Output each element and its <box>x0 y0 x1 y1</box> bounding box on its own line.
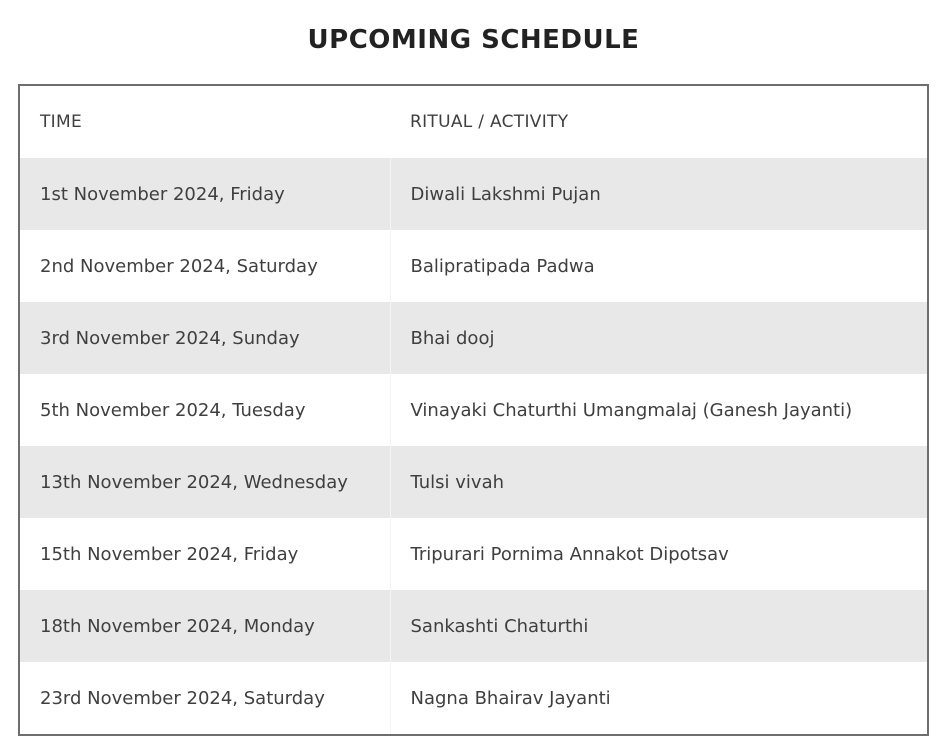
time-cell: 23rd November 2024, Saturday <box>20 662 390 734</box>
activity-cell: Nagna Bhairav Jayanti <box>390 662 927 734</box>
table-row <box>20 302 927 374</box>
activity-cell: Balipratipada Padwa <box>390 230 927 302</box>
table-row <box>20 158 927 230</box>
time-cell: 18th November 2024, Monday <box>20 590 390 662</box>
activity-cell: Bhai dooj <box>390 302 927 374</box>
time-cell: 1st November 2024, Friday <box>20 158 390 230</box>
activity-cell: Diwali Lakshmi Pujan <box>390 158 927 230</box>
table-row <box>20 590 927 662</box>
table-header-row <box>20 86 927 158</box>
table-row <box>20 662 927 734</box>
table-row <box>20 230 927 302</box>
table-row <box>20 374 927 446</box>
activity-cell: Vinayaki Chaturthi Umangmalaj (Ganesh Jayanti) <box>390 374 927 446</box>
time-column-header: TIME <box>40 112 83 132</box>
time-cell: 3rd November 2024, Sunday <box>20 302 390 374</box>
activity-cell: Sankashti Chaturthi <box>390 590 927 662</box>
activity-cell: Tripurari Pornima Annakot Dipotsav <box>390 518 927 590</box>
table-row <box>20 518 927 590</box>
time-cell: 15th November 2024, Friday <box>20 518 390 590</box>
time-cell: 2nd November 2024, Saturday <box>20 230 390 302</box>
activity-cell: Tulsi vivah <box>390 446 927 518</box>
table-row <box>20 446 927 518</box>
time-cell: 13th November 2024, Wednesday <box>20 446 390 518</box>
activity-column-header: RITUAL / ACTIVITY <box>410 112 569 132</box>
schedule-table <box>20 86 927 734</box>
page-title: UPCOMING SCHEDULE <box>307 25 640 55</box>
schedule-table-container <box>18 84 929 736</box>
time-cell: 5th November 2024, Tuesday <box>20 374 390 446</box>
